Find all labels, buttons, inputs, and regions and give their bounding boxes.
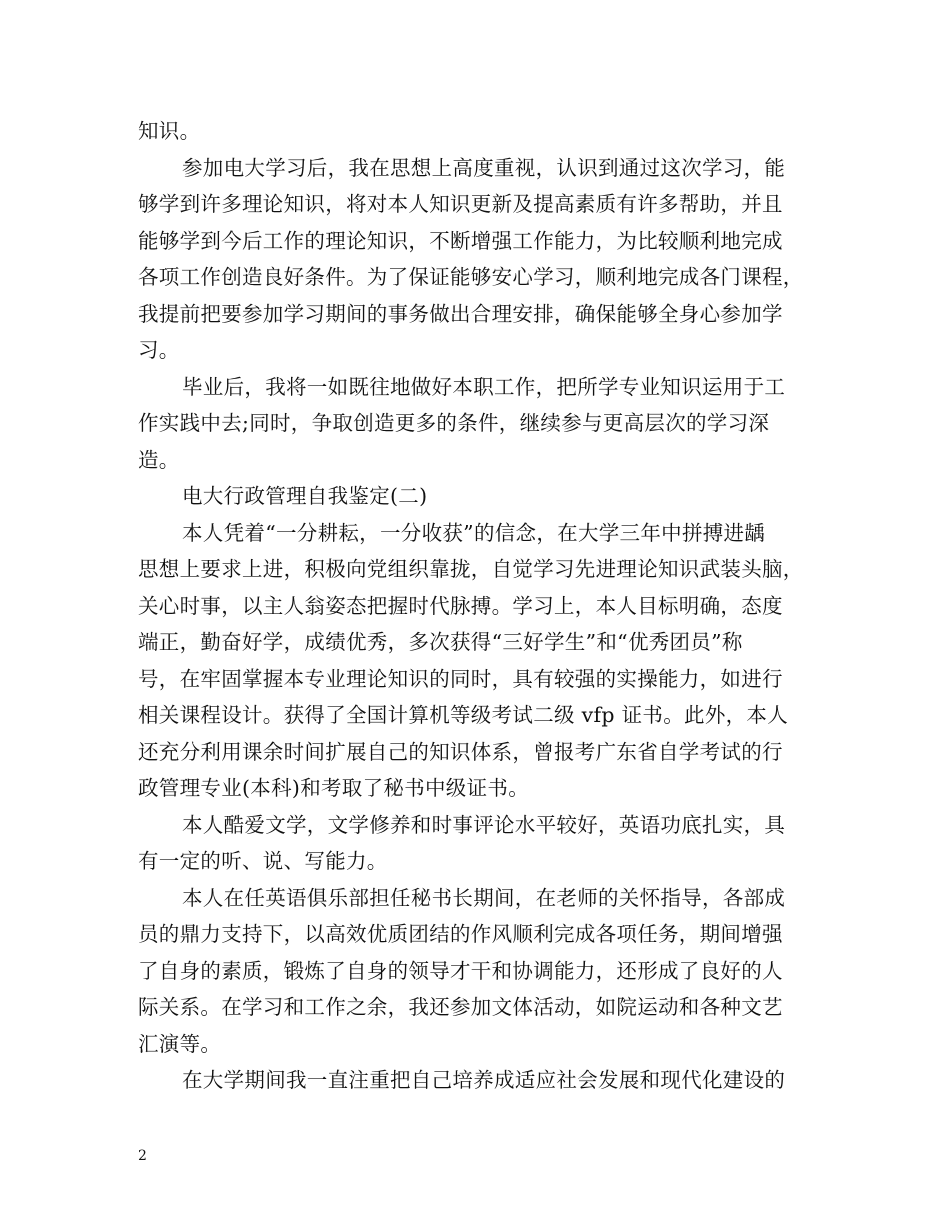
text-line: 员的鼎力支持下，以高效优质团结的作风顺利完成各项任务，期间增强 — [138, 922, 783, 946]
text-line: 参加电大学习后，我在思想上高度重视，认识到通过这次学习，能 — [182, 155, 786, 180]
text-line: 我提前把要参加学习期间的事务做出合理安排，确保能够全身心参加学 — [138, 301, 783, 326]
text-line: 知识。 — [138, 119, 201, 143]
text-line: 汇演等。 — [138, 1031, 222, 1056]
text-line: 本人酷爱文学，文学修养和时事评论水平较好，英语功底扎实，具 — [182, 812, 786, 837]
text-line: 相关课程设计。获得了全国计算机等级考试二级 vfp 证书。此外，本人 — [138, 703, 789, 727]
text-line: 端正，勤奋好学，成绩优秀，多次获得“三好学生”和“优秀团员”称 — [138, 630, 743, 654]
document-body — [138, 113, 814, 1099]
text-line: 毕业后，我将一如既往地做好本职工作，把所学专业知识运用于工 — [182, 374, 786, 399]
page-number: 2 — [138, 1148, 147, 1164]
text-line: 够学到许多理论知识，将对本人知识更新及提高素质有许多帮助，并且 — [138, 192, 783, 216]
section-heading: 电大行政管理自我鉴定(二) — [182, 484, 428, 508]
text-line: 本人凭着“一分耕耘，一分收获”的信念，在大学三年中拼搏进龋 — [182, 520, 766, 545]
text-line: 有一定的听、说、写能力。 — [138, 849, 388, 873]
text-line: 号，在牢固掌握本专业理论知识的同时，具有较强的实操能力，如进行 — [138, 666, 783, 691]
text-line: 际关系。在学习和工作之余，我还参加文体活动，如院运动和各种文艺 — [138, 995, 783, 1019]
text-line: 习。 — [138, 338, 180, 362]
text-line: 思想上要求上进，积极向党组织靠拢，自觉学习先进理论知识武装头脑， — [138, 557, 804, 581]
text-line: 还充分利用课余时间扩展自己的知识体系，曾报考广东省自学考试的行 — [138, 739, 783, 764]
text-line: 政管理专业(本科)和考取了秘书中级证书。 — [138, 776, 529, 800]
text-line: 在大学期间我一直注重把自己培养成适应社会发展和现代化建设的 — [182, 1068, 786, 1092]
text-line: 本人在任英语俱乐部担任秘书长期间，在老师的关怀指导，各部成 — [182, 885, 786, 910]
text-line: 能够学到今后工作的理论知识，不断增强工作能力，为比较顺利地完成 — [138, 228, 783, 253]
text-line: 各项工作创造良好条件。为了保证能够安心学习，顺利地完成各门课程， — [138, 265, 804, 289]
text-line: 关心时事，以主人翁姿态把握时代脉搏。学习上，本人目标明确，态度 — [138, 593, 783, 618]
text-line: 了自身的素质，锻炼了自身的领导才干和协调能力，还形成了良好的人 — [138, 958, 783, 983]
text-line: 作实践中去;同时，争取创造更多的条件，继续参与更高层次的学习深 — [138, 411, 770, 435]
text-line: 造。 — [138, 447, 180, 472]
